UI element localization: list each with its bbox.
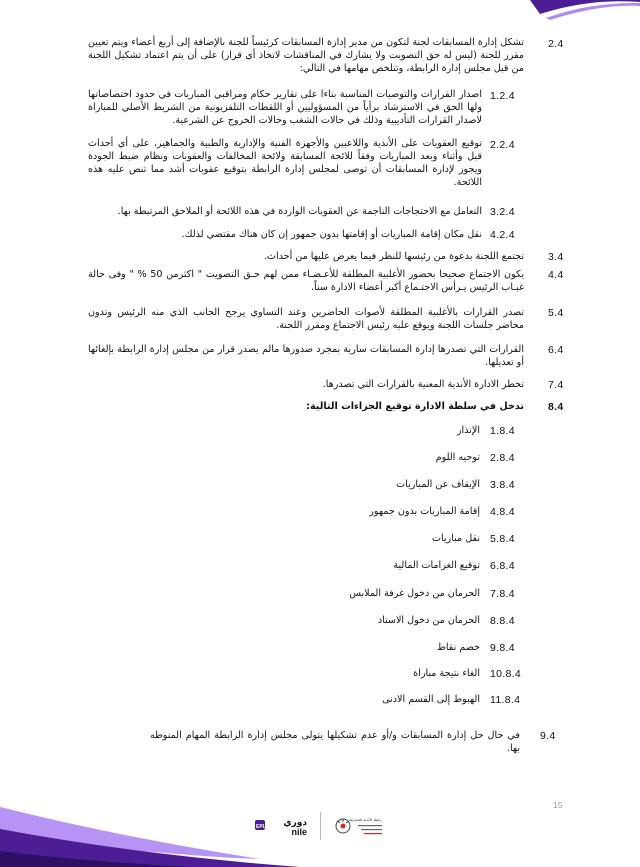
penalty-number: 1.8.4: [490, 425, 515, 437]
section-text: في حال حل إدارة المسابقات و/أو عدم تشكيلها يتولى مجلس إدارة الرابطة المهام المنوطه بها.: [150, 730, 520, 754]
penalty-text: خصم نقاط: [436, 642, 480, 653]
penalty-number: 7.8.4: [490, 588, 515, 600]
penalty-number: 8.8.4: [490, 615, 515, 627]
section-text: التعامل مع الاحتجاجات الناجمة عن العقوبات الواردة في هذه اللائحة أو الملاحق المرتبطة بها.: [117, 206, 482, 217]
section-number: 6.4: [548, 344, 564, 356]
top-swoosh-decoration: [530, 0, 640, 22]
penalty-number: 11.8.4: [490, 694, 521, 706]
section-number: 1.2.4: [490, 90, 515, 102]
section-number: 2.4: [548, 38, 564, 50]
section-text: القرارات التي تصدرها إدارة المسابقات سارية بمجرد صدورها مالم يصدر قرار من مجلس إدارة الرابطة بإلغائها أو تعديلها.: [88, 344, 524, 368]
bottom-swoosh-decoration: [0, 757, 640, 867]
penalty-text: الغاء نتيجة مباراة: [413, 668, 480, 679]
section-text: توقيع العقوبات على الأندية واللاعبين والأجهزة الفنية والإدارية والطبية والجماهير، على أي أحداث قبل وأثناء وبعد المباريات وفقاً للائحة المسابقة ولائحة المخالفات والعقوبات ونظام ضبط الجودة ويجوز لإدارة المسابقات أن توصى لمجلس إدارة الرابطة بتوقيع عقوبات أشد مما تنص عليه هذه اللائحة.: [88, 138, 482, 188]
penalty-text: الحرمان من دخول غرفة الملابس: [349, 588, 480, 599]
section-number: 3.2.4: [490, 206, 515, 218]
section-text: اصدار القرارات والتوصيات المناسبة بناءا على تقارير حكام ومراقبي المباريات في حدود اختصاصاتها ولها الحق في الاسترشاد برأياً من المسؤوليين أو اللقطات التلفزيونية من الشريط الأصلي للمباراة لاصدار القرارات التأديبية وذلك في حالات الشغب وحالات الخروج عن الشرعية.: [88, 89, 482, 126]
section-number: 8.4: [548, 401, 564, 413]
section-number: 4.2.4: [490, 229, 515, 241]
section-number: 5.4: [548, 307, 564, 319]
section-number: 9.4: [540, 730, 556, 742]
section-heading: تدخل في سلطة الادارة توقيع الجزاءات التالية:: [306, 401, 524, 412]
league-logo-badge: EPL: [256, 824, 266, 830]
penalty-text: توجيه اللوم: [435, 452, 480, 463]
league-logo-arabic: دوري: [283, 818, 307, 828]
section-number: 7.4: [548, 379, 564, 391]
penalty-number: 4.8.4: [490, 506, 515, 518]
penalty-text: الإيقاف عن المباريات: [396, 479, 480, 490]
section-number: 4.4: [548, 269, 564, 281]
page-number: 15: [553, 800, 563, 810]
section-text: تخطر الادارة الأندية المعنية بالقرارات التي تصدرها.: [322, 379, 524, 390]
penalty-text: توقيع الغرامات المالية: [393, 560, 480, 571]
penalty-text: الهبوط إلى القسم الادنى: [382, 694, 480, 705]
section-text: نقل مكان إقامة المباريات أو إقامتها بدون جمهور إن كان هناك مقتضي لذلك.: [181, 229, 482, 240]
penalty-text: إقامة المباريات بدون جمهور: [369, 506, 480, 517]
penalty-number: 3.8.4: [490, 479, 515, 491]
section-text: تشكل إدارة المسابقات لجنة لتكون من مدير إدارة المسابقات كرئيساً للجنة بالإضافة إلى أربع أعضاء ويتم تعيين مقرر للجنة (ليس له حق التصويت ولا يشارك في المناقشات لاتخاذ أي قرار) على أن يتم اعتماد تشكيل اللجنة من قبل مجلس إدارة الرابطة، وتتلخص مهامها في التالي:: [88, 37, 524, 74]
penalty-number: 2.8.4: [490, 452, 515, 464]
league-logo-latin: nile: [291, 827, 307, 837]
penalty-number: 5.8.4: [490, 533, 515, 545]
penalty-text: الحرمان من دخول الاستاد: [377, 615, 480, 626]
section-number: 2.2.4: [490, 139, 515, 151]
penalty-text: نقل مباريات: [431, 533, 480, 544]
penalty-number: 6.8.4: [490, 560, 515, 572]
penalty-number: 10.8.4: [490, 668, 521, 680]
section-number: 3.4: [548, 251, 564, 263]
penalty-text: الإنذار: [456, 425, 480, 436]
association-logo-text: رابطة الأندية المحترفة: [349, 818, 382, 822]
section-text: يكون الاجتماع صحيحا بحضور الأغلبية المطلقة للأعـضـاء ممن لهم حـق التصويت " اكثرمن 50 % " وفى حالة غيـاب الرئيس يـرأس الاجتـماع أكبر أعضاء الادارة سناً.: [88, 269, 524, 293]
penalty-number: 9.8.4: [490, 642, 515, 654]
section-text: تجتمع اللجنة بدعوة من رئيسها للنظر فيما يعرض عليها من أحداث.: [263, 251, 524, 262]
section-text: تصدر القرارات بالأغلبية المطلقة لأصوات الحاضرين وعند التساوي يرجح الجانب الذي منه الرئيس وتدون محاضر جلسات اللجنة ويوقع عليه رئيس الاجتماع ومقرر اللجنة.: [88, 307, 524, 331]
